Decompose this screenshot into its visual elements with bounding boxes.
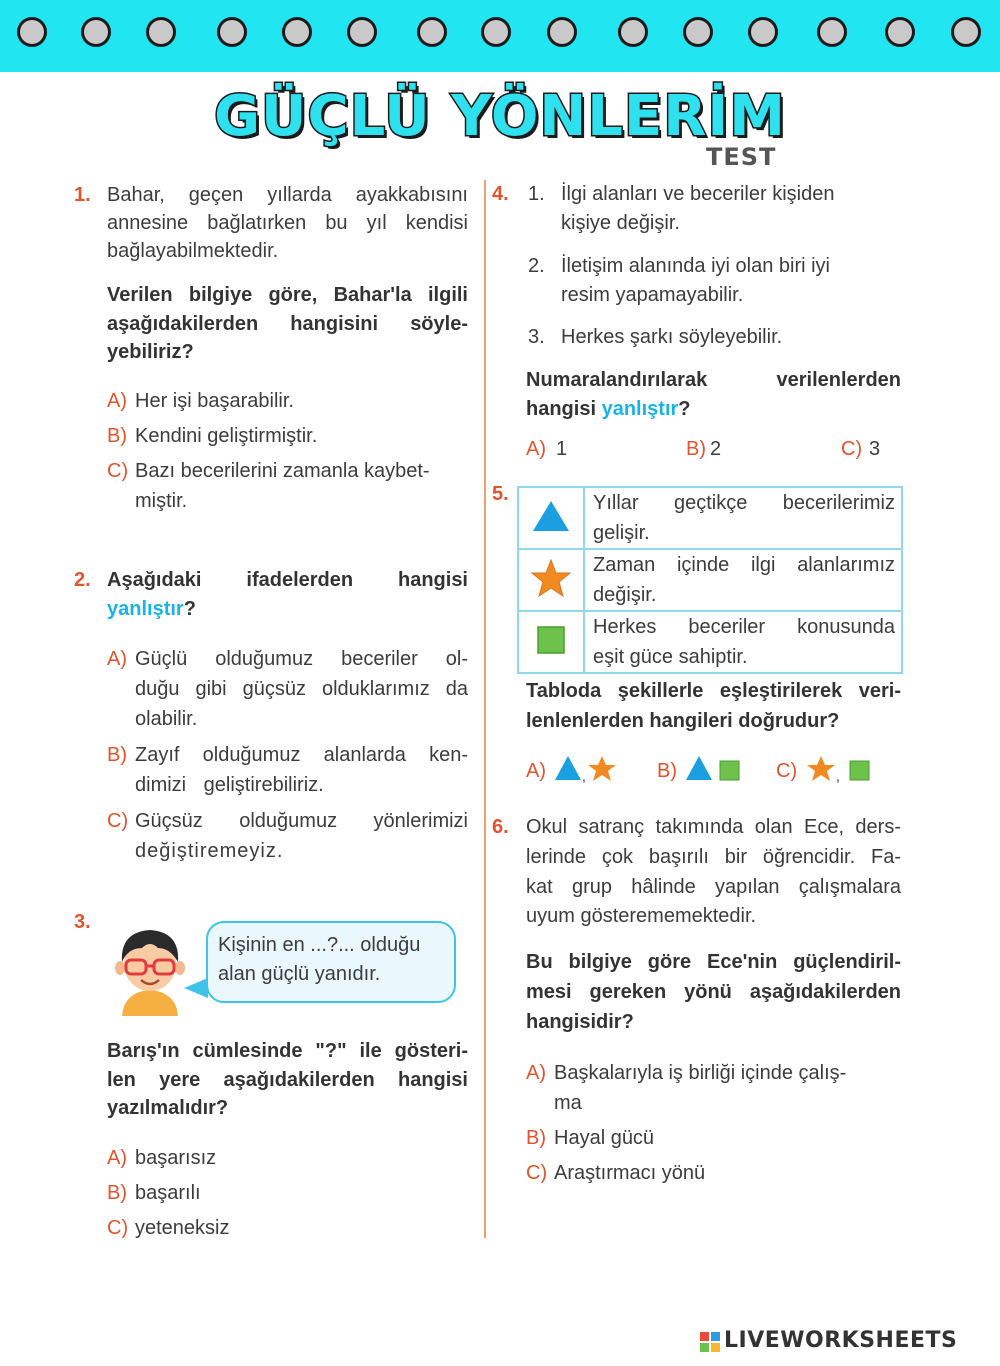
question-number: 6.: [492, 816, 509, 838]
q1-question-line: aşağıdakilerden hangisini söyle-: [107, 313, 468, 335]
row-text-line: Zaman içinde ilgi alanlarımız: [593, 554, 895, 576]
q4-question-line: [526, 394, 691, 424]
q2-highlight: yanlıştır: [107, 598, 184, 620]
binder-hole: [217, 17, 247, 47]
boy-ear: [175, 961, 185, 975]
liveworksheets-logo-icon: [700, 1332, 720, 1352]
q4-question-text: hangisi: [526, 398, 597, 420]
q4-item-text: kişiye değişir.: [561, 212, 680, 234]
q5-question-line: Tabloda şekillerle eşleştirilerek veri-: [526, 680, 901, 702]
q3-option-c-text[interactable]: yeteneksiz: [135, 1217, 230, 1239]
q5-option-a-letter[interactable]: A): [526, 760, 546, 782]
q3-option-c-letter[interactable]: C): [107, 1217, 129, 1239]
row-text-line: gelişir.: [593, 522, 650, 544]
q1-option-a-text[interactable]: Her işi başarabilir.: [135, 390, 294, 412]
column-divider: [484, 180, 486, 1238]
binder-hole: [417, 17, 447, 47]
binder-hole: [347, 17, 377, 47]
q6-option-a-text[interactable]: Başkalarıyla iş birliği içinde çalış-: [554, 1062, 847, 1084]
table-cell-shape: [518, 611, 584, 673]
binder-hole: [547, 17, 577, 47]
q6-option-a-letter[interactable]: A): [526, 1062, 546, 1084]
q1-option-c-text[interactable]: Bazı becerilerini zamanla kaybet-: [135, 460, 430, 482]
q5-option-a-shapes[interactable]: [554, 754, 618, 784]
binder-hole: [481, 17, 511, 47]
q3-option-b-letter[interactable]: B): [107, 1182, 127, 1204]
q6-option-b-letter[interactable]: B): [526, 1127, 546, 1149]
row-text-line: Yıllar geçtikçe becerilerimiz: [593, 492, 895, 514]
triangle-icon: [531, 499, 571, 533]
boy-ear: [115, 961, 125, 975]
q4-question-end: ?: [678, 398, 691, 420]
binder-hole: [817, 17, 847, 47]
binder-bar: [0, 0, 1000, 72]
boy-avatar: [110, 918, 190, 1018]
table-row: [518, 611, 902, 673]
q6-question-line: hangisidir?: [526, 1011, 634, 1033]
q4-question-line: Numaralandırılarak verilenlerden: [526, 369, 901, 391]
square-icon: [720, 761, 739, 780]
q5-option-c-shapes[interactable]: [806, 754, 876, 784]
q2-option-a-text[interactable]: Güçlü olduğumuz beceriler ol-: [135, 648, 468, 670]
q2-option-b-text[interactable]: dimizi geliştirebiliriz.: [135, 774, 324, 796]
binder-hole: [282, 17, 312, 47]
row-text-line: değişir.: [593, 584, 657, 606]
footer-brand: LIVEWORKSHEETS: [724, 1328, 958, 1353]
q2-question-line: [107, 594, 196, 624]
binder-hole: [748, 17, 778, 47]
q2-question-end: ?: [183, 598, 196, 620]
table-cell-text: [584, 487, 902, 549]
table-cell-shape: [518, 549, 584, 611]
q1-option-a-letter[interactable]: A): [107, 390, 127, 412]
q3-question-line: yazılmalıdır?: [107, 1097, 229, 1119]
bubble-text-line: Kişinin en ...?... olduğu: [218, 934, 421, 956]
q4-option-a-text[interactable]: 1: [556, 438, 568, 460]
q5-option-c-letter[interactable]: C): [776, 760, 798, 782]
q6-stem-line: lerinde çok başırılı bir öğrencidir. Fa-: [526, 846, 901, 868]
q6-option-b-text[interactable]: Hayal gücü: [554, 1127, 655, 1149]
q1-stem-line: bağlayabilmektedir.: [107, 240, 279, 262]
q2-option-c-text[interactable]: Güçsüz olduğumuz yönlerimizi: [135, 810, 468, 832]
question-number: 2.: [74, 569, 91, 591]
question-number: 5.: [492, 483, 509, 505]
table-cell-text: [584, 549, 902, 611]
q3-option-a-letter[interactable]: A): [107, 1147, 127, 1169]
q6-option-c-text[interactable]: Araştırmacı yönü: [554, 1162, 706, 1184]
svg-text:,: ,: [836, 768, 840, 784]
q4-item-number: 2.: [528, 255, 545, 277]
q2-option-c-text[interactable]: değiştiremeyiz.: [135, 840, 284, 862]
binder-hole: [683, 17, 713, 47]
q4-item-text: İletişim alanında iyi olan biri iyi: [561, 255, 831, 277]
svg-text:,: ,: [582, 768, 586, 784]
q1-question-line: Verilen bilgiye göre, Bahar'la ilgili: [107, 284, 468, 306]
triangle-icon: [686, 756, 712, 780]
q6-option-a-text[interactable]: ma: [554, 1092, 582, 1114]
row-text-line: eşit güce sahiptir.: [593, 646, 748, 668]
square-icon: [536, 625, 566, 655]
q3-question-line: Barış'ın cümlesinde "?" ile gösteri-: [107, 1040, 468, 1062]
question-number: 1.: [74, 184, 91, 206]
table-cell-shape: [518, 487, 584, 549]
q5-question-line: lenlenlerden hangileri doğrudur?: [526, 710, 840, 732]
q4-option-a-letter[interactable]: A): [526, 438, 546, 460]
q3-question-line: len yere aşağıdakilerden hangisi: [107, 1069, 468, 1091]
binder-hole: [885, 17, 915, 47]
table-row: [518, 487, 902, 549]
q5-option-b-shapes[interactable]: [685, 754, 743, 784]
q2-option-c-letter[interactable]: C): [107, 810, 129, 832]
q6-question-line: Bu bilgiye göre Ece'nin güçlendiril-: [526, 951, 901, 973]
question-number: 4.: [492, 183, 509, 205]
speech-bubble-tail: [184, 978, 208, 998]
q6-question-line: mesi gereken yönü aşağıdakilerden: [526, 981, 901, 1003]
binder-hole: [17, 17, 47, 47]
binder-hole: [951, 17, 981, 47]
row-text-line: Herkes beceriler konusunda: [593, 616, 895, 638]
q1-option-b-letter[interactable]: B): [107, 425, 127, 447]
triangle-icon: [555, 756, 581, 780]
table-row: [518, 549, 902, 611]
q3-option-a-text[interactable]: başarısız: [135, 1147, 217, 1169]
q1-option-c-text[interactable]: miştir.: [135, 490, 188, 512]
q6-stem-line: uyum gösterememektedir.: [526, 905, 757, 927]
q4-item-text: resim yapamayabilir.: [561, 284, 744, 306]
q2-option-a-letter[interactable]: A): [107, 648, 127, 670]
q4-item-number: 1.: [528, 183, 545, 205]
table-cell-text: [584, 611, 902, 673]
q4-option-c-letter[interactable]: C): [841, 438, 863, 460]
q1-option-c-letter[interactable]: C): [107, 460, 129, 482]
q4-item-text: İlgi alanları ve beceriler kişiden: [561, 183, 835, 205]
q4-option-b-text[interactable]: 2: [710, 438, 722, 460]
q6-stem-line: kat grup hâlinde yapılan çalışmalara: [526, 876, 901, 898]
q2-option-a-text[interactable]: duğu gibi güçsüz olduklarımız da: [135, 678, 468, 700]
binder-hole: [618, 17, 648, 47]
q1-stem-line: Bahar, geçen yıllarda ayakkabısını: [107, 184, 468, 206]
q1-stem-line: annesine bağlatırken bu yıl kendisi: [107, 212, 468, 234]
q1-option-b-text[interactable]: Kendini geliştirmiştir.: [135, 425, 318, 447]
page-subtitle: TEST: [706, 143, 777, 171]
q4-item-text: Herkes şarkı söyleyebilir.: [561, 326, 783, 348]
q4-option-c-text[interactable]: 3: [869, 438, 881, 460]
binder-hole: [146, 17, 176, 47]
q4-option-b-letter[interactable]: B): [686, 438, 706, 460]
q2-option-a-text[interactable]: olabilir.: [135, 708, 198, 730]
question-number: 3.: [74, 911, 91, 933]
q3-option-b-text[interactable]: başarılı: [135, 1182, 201, 1204]
star-icon: [588, 756, 616, 781]
q2-option-b-letter[interactable]: B): [107, 744, 127, 766]
star-icon: [531, 559, 571, 597]
q6-option-c-letter[interactable]: C): [526, 1162, 548, 1184]
q6-stem-line: Okul satranç takımında olan Ece, ders-: [526, 816, 901, 838]
q2-option-b-text[interactable]: Zayıf olduğumuz alanlarda ken-: [135, 744, 468, 766]
page-title: GÜÇLÜ YÖNLERİM: [214, 84, 786, 149]
bubble-text-line: alan güçlü yanıdır.: [218, 963, 381, 985]
boy-shirt: [122, 990, 178, 1016]
q5-option-b-letter[interactable]: B): [657, 760, 677, 782]
q2-question-line: Aşağıdaki ifadelerden hangisi: [107, 569, 468, 591]
shapes-table: [517, 486, 903, 674]
q1-question-line: yebiliriz?: [107, 341, 194, 363]
square-icon: [850, 761, 869, 780]
q4-item-number: 3.: [528, 326, 545, 348]
q4-highlight: yanlıştır: [601, 398, 679, 420]
binder-hole: [81, 17, 111, 47]
star-icon: [807, 756, 835, 781]
